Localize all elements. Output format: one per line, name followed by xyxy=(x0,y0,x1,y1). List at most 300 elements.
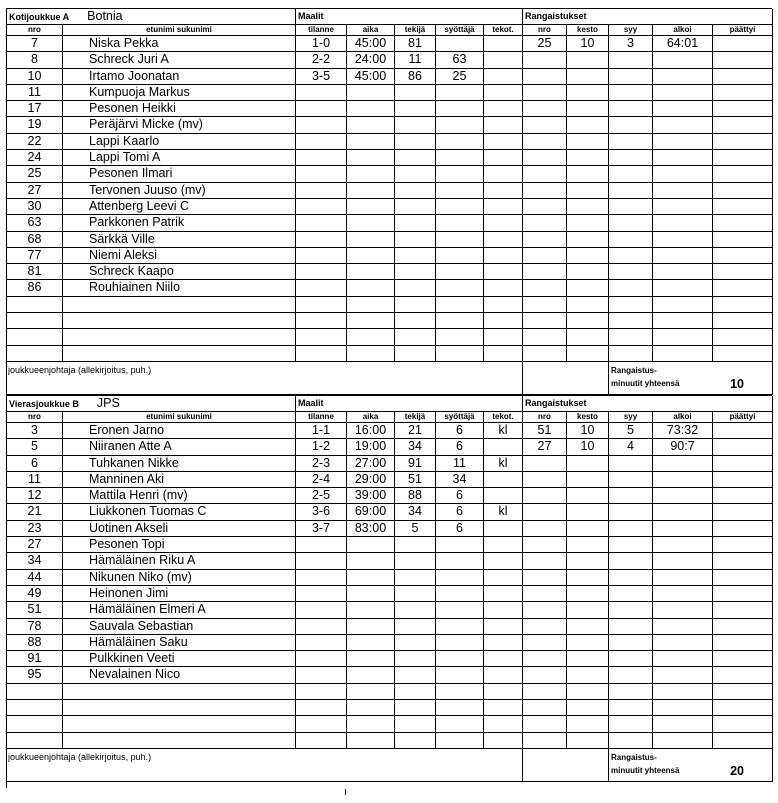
penalty-syy xyxy=(609,313,653,329)
column-header-aika: aika xyxy=(347,412,395,423)
penalty-paattyi xyxy=(713,570,773,586)
goal-syottaja xyxy=(436,248,484,264)
player-name xyxy=(63,329,296,345)
penalty-alkoi xyxy=(653,684,713,700)
goal-tekija xyxy=(395,684,436,700)
penalty-nro xyxy=(523,264,567,280)
penalty-syy xyxy=(609,101,653,117)
goal-tekot xyxy=(484,537,523,553)
penalty-syy xyxy=(609,570,653,586)
player-name: Attenberg Leevi C xyxy=(63,199,296,215)
goal-tekija: 51 xyxy=(395,472,436,488)
home-team-section xyxy=(6,8,772,395)
penalty-alkoi xyxy=(653,619,713,635)
goal-syottaja xyxy=(436,150,484,166)
penalty-paattyi xyxy=(713,472,773,488)
penalty-kesto xyxy=(567,537,609,553)
penalty-nro xyxy=(523,472,567,488)
goal-tekot: kl xyxy=(484,423,523,439)
goal-tekot xyxy=(484,651,523,667)
penalty-alkoi xyxy=(653,264,713,280)
player-number: 11 xyxy=(7,85,63,101)
column-header-kesto: kesto xyxy=(567,412,609,423)
penalty-syy xyxy=(609,199,653,215)
goal-tilanne xyxy=(296,166,347,182)
goal-tekija xyxy=(395,537,436,553)
penalty-alkoi xyxy=(653,52,713,68)
goal-syottaja xyxy=(436,700,484,716)
goal-tekija xyxy=(395,619,436,635)
penalty-alkoi xyxy=(653,329,713,345)
goal-aika xyxy=(347,635,395,651)
goal-syottaja xyxy=(436,280,484,296)
away-team-section xyxy=(6,395,772,782)
goal-aika: 16:00 xyxy=(347,423,395,439)
penalty-nro: 27 xyxy=(523,439,567,455)
goal-tilanne: 3-5 xyxy=(296,69,347,85)
penalty-paattyi xyxy=(713,134,773,150)
goal-aika xyxy=(347,101,395,117)
goal-syottaja xyxy=(436,553,484,569)
column-header-p_nro: nro xyxy=(523,25,567,36)
penalty-paattyi xyxy=(713,423,773,439)
penalty-syy xyxy=(609,280,653,296)
team-section-label xyxy=(7,396,296,412)
penalty-paattyi xyxy=(713,248,773,264)
player-name xyxy=(63,733,296,749)
player-name xyxy=(63,716,296,732)
penalty-paattyi xyxy=(713,232,773,248)
penalty-paattyi xyxy=(713,635,773,651)
goal-tekot xyxy=(484,101,523,117)
penalty-alkoi xyxy=(653,101,713,117)
penalty-alkoi: 73:32 xyxy=(653,423,713,439)
goal-tekot xyxy=(484,586,523,602)
penalty-minutes-box xyxy=(609,362,773,395)
column-header-p_nro: nro xyxy=(523,412,567,423)
penalty-kesto xyxy=(567,346,609,362)
team-section-label xyxy=(7,9,296,25)
penalty-paattyi xyxy=(713,488,773,504)
goal-tekija xyxy=(395,553,436,569)
player-name: Niiranen Atte A xyxy=(63,439,296,455)
player-name: Peräjärvi Micke (mv) xyxy=(63,117,296,133)
player-number xyxy=(7,346,63,362)
player-name: Liukkonen Tuomas C xyxy=(63,504,296,520)
penalty-kesto xyxy=(567,602,609,618)
penalty-kesto xyxy=(567,85,609,101)
goal-tilanne xyxy=(296,297,347,313)
goal-tilanne xyxy=(296,280,347,296)
goal-tilanne xyxy=(296,85,347,101)
column-header-tekija: tekijä xyxy=(395,412,436,423)
penalty-alkoi xyxy=(653,472,713,488)
player-number: 21 xyxy=(7,504,63,520)
goal-aika xyxy=(347,570,395,586)
footer-spacer xyxy=(523,749,609,782)
penalty-paattyi xyxy=(713,85,773,101)
penalty-kesto xyxy=(567,264,609,280)
penalty-syy xyxy=(609,553,653,569)
goal-aika xyxy=(347,232,395,248)
penalty-syy xyxy=(609,456,653,472)
penalty-nro xyxy=(523,570,567,586)
goal-tekot xyxy=(484,619,523,635)
penalty-kesto xyxy=(567,215,609,231)
penalty-kesto xyxy=(567,150,609,166)
goal-aika: 83:00 xyxy=(347,521,395,537)
penalty-alkoi xyxy=(653,456,713,472)
goal-tekija xyxy=(395,716,436,732)
player-name: Uotinen Akseli xyxy=(63,521,296,537)
penalty-minutes-label-2: minuutit yhteensä xyxy=(611,765,680,775)
goal-aika: 27:00 xyxy=(347,456,395,472)
player-name: Kumpuoja Markus xyxy=(63,85,296,101)
penalty-nro xyxy=(523,248,567,264)
goal-aika: 45:00 xyxy=(347,36,395,52)
penalty-syy xyxy=(609,716,653,732)
penalty-kesto: 10 xyxy=(567,423,609,439)
penalty-minutes-total: 20 xyxy=(730,763,744,778)
penalty-nro xyxy=(523,166,567,182)
goal-tilanne xyxy=(296,570,347,586)
penalty-syy xyxy=(609,521,653,537)
penalty-paattyi xyxy=(713,619,773,635)
penalty-alkoi xyxy=(653,232,713,248)
player-name: Mattila Henri (mv) xyxy=(63,488,296,504)
player-number: 19 xyxy=(7,117,63,133)
penalty-alkoi xyxy=(653,297,713,313)
goal-syottaja xyxy=(436,667,484,683)
goal-aika xyxy=(347,553,395,569)
column-header-tekija: tekijä xyxy=(395,25,436,36)
goal-tilanne xyxy=(296,101,347,117)
goal-tilanne xyxy=(296,183,347,199)
penalty-kesto xyxy=(567,716,609,732)
player-number: 27 xyxy=(7,537,63,553)
penalty-syy: 3 xyxy=(609,36,653,52)
player-number: 5 xyxy=(7,439,63,455)
goal-aika xyxy=(347,280,395,296)
goal-tekija: 91 xyxy=(395,456,436,472)
player-name: Manninen Aki xyxy=(63,472,296,488)
player-number: 22 xyxy=(7,134,63,150)
goal-tilanne xyxy=(296,346,347,362)
goal-tilanne xyxy=(296,700,347,716)
goal-syottaja xyxy=(436,602,484,618)
goal-aika xyxy=(347,733,395,749)
goal-tekija xyxy=(395,313,436,329)
penalty-kesto xyxy=(567,586,609,602)
penalty-syy xyxy=(609,52,653,68)
penalty-nro xyxy=(523,215,567,231)
goal-tekija xyxy=(395,199,436,215)
penalty-paattyi xyxy=(713,183,773,199)
goal-tilanne: 1-1 xyxy=(296,423,347,439)
player-number: 3 xyxy=(7,423,63,439)
column-header-syottaja: syöttäjä xyxy=(436,25,484,36)
goal-tilanne xyxy=(296,733,347,749)
goals-section-label: Maalit xyxy=(296,9,523,25)
penalty-syy xyxy=(609,700,653,716)
goal-tilanne: 1-0 xyxy=(296,36,347,52)
home-roster-grid xyxy=(6,8,772,362)
penalty-kesto xyxy=(567,134,609,150)
goal-tilanne xyxy=(296,117,347,133)
goal-tekija xyxy=(395,346,436,362)
goals-section-label: Maalit xyxy=(296,396,523,412)
goal-tilanne xyxy=(296,215,347,231)
goal-aika: 19:00 xyxy=(347,439,395,455)
goal-syottaja xyxy=(436,635,484,651)
player-name: Nikunen Niko (mv) xyxy=(63,570,296,586)
goal-tilanne xyxy=(296,667,347,683)
penalty-nro xyxy=(523,586,567,602)
penalty-kesto xyxy=(567,280,609,296)
goal-aika xyxy=(347,117,395,133)
player-name: Irtamo Joonatan xyxy=(63,69,296,85)
goal-tekot xyxy=(484,635,523,651)
penalty-nro xyxy=(523,69,567,85)
goal-aika: 69:00 xyxy=(347,504,395,520)
goal-tekot xyxy=(484,183,523,199)
penalty-kesto xyxy=(567,488,609,504)
goal-syottaja xyxy=(436,183,484,199)
penalty-nro xyxy=(523,280,567,296)
goal-tekija xyxy=(395,329,436,345)
goal-tilanne xyxy=(296,264,347,280)
goal-tekot xyxy=(484,716,523,732)
penalty-alkoi xyxy=(653,733,713,749)
goal-tekot xyxy=(484,166,523,182)
player-number xyxy=(7,684,63,700)
penalty-alkoi xyxy=(653,700,713,716)
penalty-nro xyxy=(523,521,567,537)
penalty-syy xyxy=(609,586,653,602)
team-leader-signature-field: joukkueenjohtaja (allekirjoitus, puh.) xyxy=(7,749,523,782)
goal-tilanne: 2-5 xyxy=(296,488,347,504)
goal-aika xyxy=(347,346,395,362)
penalty-alkoi xyxy=(653,117,713,133)
goal-tekija xyxy=(395,280,436,296)
penalty-kesto xyxy=(567,521,609,537)
penalty-paattyi xyxy=(713,439,773,455)
team-footer xyxy=(6,362,772,395)
goal-syottaja xyxy=(436,716,484,732)
penalty-paattyi xyxy=(713,651,773,667)
player-name: Tervonen Juuso (mv) xyxy=(63,183,296,199)
goal-syottaja: 6 xyxy=(436,521,484,537)
goal-syottaja xyxy=(436,537,484,553)
penalty-paattyi xyxy=(713,150,773,166)
penalty-kesto xyxy=(567,52,609,68)
penalty-kesto xyxy=(567,183,609,199)
penalty-alkoi xyxy=(653,280,713,296)
goal-tekot: kl xyxy=(484,456,523,472)
player-number: 95 xyxy=(7,667,63,683)
player-name: Pulkkinen Veeti xyxy=(63,651,296,667)
penalty-alkoi xyxy=(653,651,713,667)
goal-aika xyxy=(347,215,395,231)
player-name xyxy=(63,684,296,700)
goal-syottaja xyxy=(436,166,484,182)
goal-tekija xyxy=(395,215,436,231)
player-name: Pesonen Heikki xyxy=(63,101,296,117)
player-number xyxy=(7,733,63,749)
penalty-nro xyxy=(523,537,567,553)
penalty-alkoi xyxy=(653,183,713,199)
goal-aika xyxy=(347,651,395,667)
penalty-kesto xyxy=(567,504,609,520)
team-name: JPS xyxy=(96,395,120,410)
penalty-nro xyxy=(523,716,567,732)
penalty-syy xyxy=(609,166,653,182)
penalty-nro xyxy=(523,346,567,362)
goal-aika xyxy=(347,297,395,313)
goal-aika xyxy=(347,329,395,345)
goal-syottaja: 6 xyxy=(436,488,484,504)
penalty-kesto xyxy=(567,570,609,586)
penalty-kesto xyxy=(567,684,609,700)
player-number: 11 xyxy=(7,472,63,488)
penalty-syy xyxy=(609,85,653,101)
goal-tekot xyxy=(484,117,523,133)
player-number: 88 xyxy=(7,635,63,651)
penalty-alkoi xyxy=(653,150,713,166)
goal-aika: 39:00 xyxy=(347,488,395,504)
penalty-paattyi xyxy=(713,313,773,329)
penalty-syy xyxy=(609,346,653,362)
column-header-alkoi: alkoi xyxy=(653,412,713,423)
penalty-syy xyxy=(609,684,653,700)
goal-tekot xyxy=(484,264,523,280)
penalty-kesto xyxy=(567,199,609,215)
penalty-nro xyxy=(523,101,567,117)
penalty-nro xyxy=(523,85,567,101)
penalty-syy xyxy=(609,117,653,133)
goal-tilanne: 2-2 xyxy=(296,52,347,68)
goal-syottaja: 11 xyxy=(436,456,484,472)
goal-tilanne xyxy=(296,602,347,618)
player-name xyxy=(63,700,296,716)
penalty-alkoi xyxy=(653,488,713,504)
goal-syottaja xyxy=(436,733,484,749)
penalty-nro xyxy=(523,700,567,716)
penalty-kesto xyxy=(567,635,609,651)
goal-syottaja xyxy=(436,264,484,280)
goal-tilanne xyxy=(296,716,347,732)
player-number: 77 xyxy=(7,248,63,264)
penalty-alkoi xyxy=(653,537,713,553)
column-header-paattyi: päättyi xyxy=(713,25,773,36)
penalty-nro xyxy=(523,456,567,472)
penalty-nro xyxy=(523,619,567,635)
player-number: 81 xyxy=(7,264,63,280)
penalty-nro xyxy=(523,183,567,199)
player-number: 10 xyxy=(7,69,63,85)
goal-tekot xyxy=(484,199,523,215)
goal-tekot xyxy=(484,85,523,101)
goal-syottaja: 25 xyxy=(436,69,484,85)
player-number: 23 xyxy=(7,521,63,537)
penalty-kesto xyxy=(567,69,609,85)
goal-aika xyxy=(347,134,395,150)
player-number: 68 xyxy=(7,232,63,248)
goal-tekot xyxy=(484,684,523,700)
column-header-syy: syy xyxy=(609,412,653,423)
goal-tekija xyxy=(395,117,436,133)
goal-syottaja xyxy=(436,215,484,231)
player-number: 34 xyxy=(7,553,63,569)
player-name: Hämäläinen Saku xyxy=(63,635,296,651)
penalty-kesto xyxy=(567,700,609,716)
penalty-paattyi xyxy=(713,684,773,700)
penalty-nro xyxy=(523,635,567,651)
goal-tekija xyxy=(395,183,436,199)
goal-tilanne xyxy=(296,684,347,700)
penalty-kesto xyxy=(567,472,609,488)
goal-tekija: 34 xyxy=(395,439,436,455)
penalty-syy xyxy=(609,602,653,618)
goal-tekija xyxy=(395,667,436,683)
goal-tekot xyxy=(484,134,523,150)
goal-tekija xyxy=(395,101,436,117)
penalty-alkoi xyxy=(653,504,713,520)
goal-aika xyxy=(347,313,395,329)
goal-tekija: 34 xyxy=(395,504,436,520)
penalty-paattyi xyxy=(713,264,773,280)
penalty-alkoi xyxy=(653,553,713,569)
goal-aika xyxy=(347,248,395,264)
goal-tekot xyxy=(484,346,523,362)
goal-syottaja xyxy=(436,619,484,635)
penalty-kesto xyxy=(567,667,609,683)
goal-aika xyxy=(347,602,395,618)
penalty-kesto xyxy=(567,313,609,329)
penalty-alkoi xyxy=(653,635,713,651)
penalty-paattyi xyxy=(713,586,773,602)
goal-tekot xyxy=(484,553,523,569)
player-number: 30 xyxy=(7,199,63,215)
goal-aika: 45:00 xyxy=(347,69,395,85)
goal-tilanne: 2-3 xyxy=(296,456,347,472)
goal-syottaja xyxy=(436,101,484,117)
player-number: 44 xyxy=(7,570,63,586)
goal-tekija xyxy=(395,248,436,264)
penalty-syy xyxy=(609,651,653,667)
penalty-syy xyxy=(609,248,653,264)
penalty-syy xyxy=(609,69,653,85)
goal-tekija: 21 xyxy=(395,423,436,439)
player-name: Pesonen Ilmari xyxy=(63,166,296,182)
penalty-paattyi xyxy=(713,215,773,231)
goal-tilanne xyxy=(296,635,347,651)
goal-tekot xyxy=(484,733,523,749)
goal-tekija xyxy=(395,134,436,150)
goal-tekija xyxy=(395,635,436,651)
penalty-syy xyxy=(609,183,653,199)
goal-tekija xyxy=(395,586,436,602)
team-label: Kotijoukkue A xyxy=(9,12,70,22)
penalty-paattyi xyxy=(713,101,773,117)
goal-tekot xyxy=(484,232,523,248)
penalty-syy xyxy=(609,619,653,635)
penalty-syy xyxy=(609,537,653,553)
goal-tilanne xyxy=(296,651,347,667)
column-header-name: etunimi sukunimi xyxy=(63,412,296,423)
team-footer xyxy=(6,749,772,782)
penalty-nro xyxy=(523,602,567,618)
